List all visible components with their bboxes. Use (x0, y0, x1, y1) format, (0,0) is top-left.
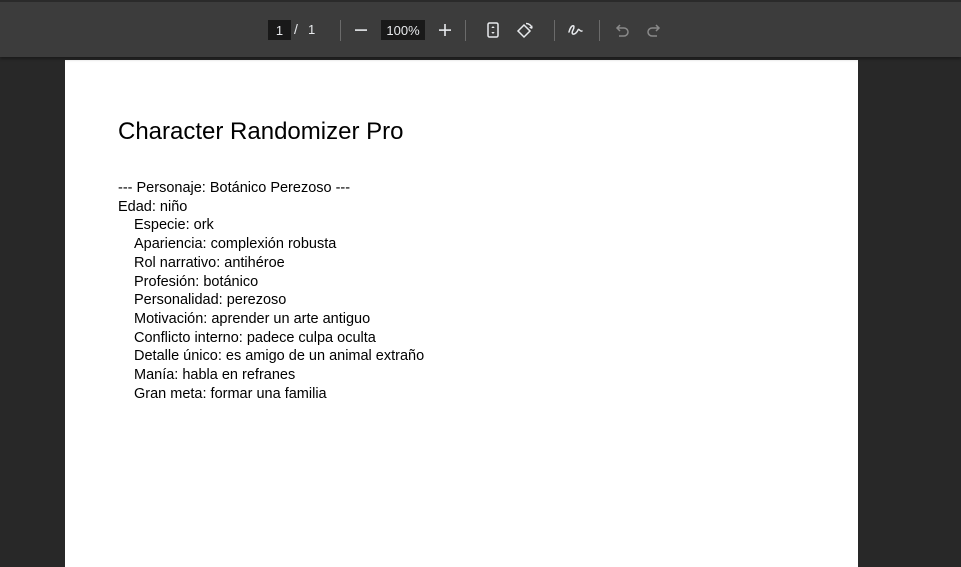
zoom-level-input[interactable]: 100% (381, 20, 425, 40)
character-header-line: --- Personaje: Botánico Perezoso --- (118, 180, 351, 196)
zoom-in-button[interactable] (433, 18, 457, 42)
detail-line: Especie: ork (134, 217, 214, 234)
draw-icon (567, 22, 585, 38)
fit-to-page-button[interactable] (481, 18, 505, 42)
plus-icon (438, 23, 452, 37)
draw-button[interactable] (564, 18, 588, 42)
minus-icon (354, 23, 368, 37)
toolbar-divider (340, 20, 341, 41)
detail-line: Personalidad: perezoso (134, 292, 287, 309)
detail-line: Conflicto interno: padece culpa oculta (134, 329, 376, 346)
zoom-out-button[interactable] (349, 18, 373, 42)
page-number-input[interactable]: 1 (268, 20, 291, 40)
detail-line: Profesión: botánico (134, 273, 259, 290)
toolbar-divider (554, 20, 555, 41)
redo-icon (646, 23, 662, 37)
detail-line: Apariencia: complexión robusta (134, 236, 337, 253)
undo-icon (614, 23, 630, 37)
detail-line: Rol narrativo: antihéroe (134, 254, 285, 271)
redo-button[interactable] (642, 18, 666, 42)
document-body (118, 179, 424, 403)
document-page (65, 60, 858, 567)
viewer-toolbar (0, 0, 961, 57)
detail-line: Detalle único: es amigo de un animal extraño (134, 348, 425, 365)
undo-button[interactable] (610, 18, 634, 42)
detail-line: Gran meta: formar una familia (134, 385, 327, 402)
toolbar-divider (599, 20, 600, 41)
detail-line: Manía: habla en refranes (134, 367, 296, 384)
character-age-line: Edad: niño (118, 198, 188, 215)
detail-line: Motivación: aprender un arte antiguo (134, 310, 371, 327)
page-total: 1 (308, 22, 316, 37)
document-title: Character Randomizer Pro (118, 118, 404, 145)
toolbar-divider (465, 20, 466, 41)
rotate-icon (515, 21, 535, 39)
fit-page-icon (486, 22, 500, 38)
rotate-button[interactable] (513, 18, 537, 42)
page-separator: / (294, 21, 298, 37)
